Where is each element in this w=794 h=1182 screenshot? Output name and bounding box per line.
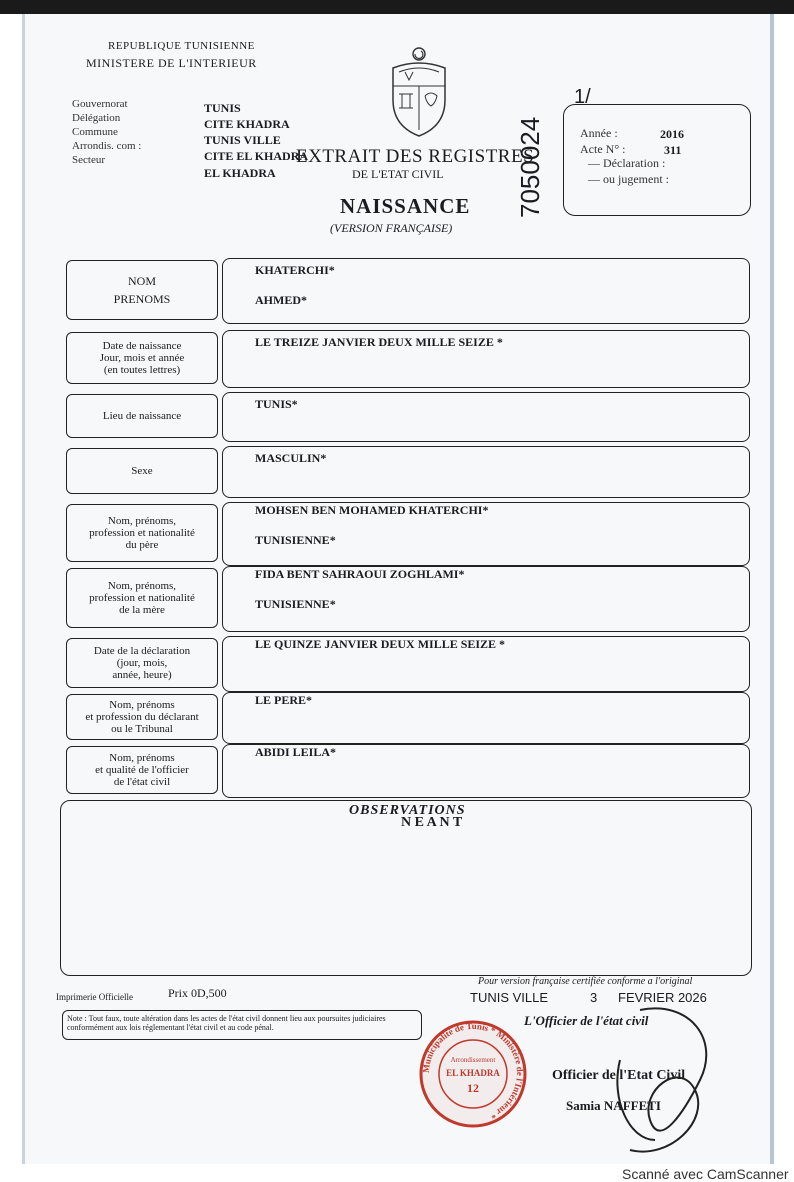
field-value-box xyxy=(222,392,750,442)
issue-day: 3 xyxy=(590,990,598,1005)
field-value: TUNISIENNE* xyxy=(255,597,336,611)
field-value-box xyxy=(222,566,750,632)
location-label-arrondissement: Arrondis. com : xyxy=(72,140,142,152)
issue-month-year: FEVRIER 2026 xyxy=(618,990,707,1005)
field-label-line: ou le Tribunal xyxy=(111,723,173,735)
field-label-line: Nom, prénoms xyxy=(109,699,175,711)
field-label-line: de la mère xyxy=(119,604,165,616)
stamp-inner-line3: 12 xyxy=(467,1081,479,1095)
field-label-line: profession et nationalité xyxy=(89,592,195,604)
document-title: EXTRAIT DES REGISTRES xyxy=(296,146,535,167)
document-subtitle: DE L'ETAT CIVIL xyxy=(352,167,444,181)
certification-text: Pour version française certifiée conforme a l'original xyxy=(478,976,693,987)
annee-value: 2016 xyxy=(660,127,684,141)
field-value-box xyxy=(222,446,750,498)
legal-note-text: Tout faux, toute altération dans les actes de l'état civil donnent lieu aux poursuites judiciaires conformément aux lois réglementant l'état civil et au code pénal. xyxy=(67,1014,386,1032)
tunisia-coat-of-arms-emblem xyxy=(385,46,453,138)
field-label-cell xyxy=(66,332,218,384)
field-label-cell xyxy=(66,638,218,688)
location-value-secteur: EL KHADRA xyxy=(204,166,276,180)
document-type: NAISSANCE xyxy=(340,194,471,218)
stamp-inner-line1: Arrondissement xyxy=(450,1056,496,1064)
field-label-line: Nom, prénoms, xyxy=(107,515,177,527)
field-value: MOHSEN BEN MOHAMED KHATERCHI* xyxy=(255,503,489,517)
scan-top-edge xyxy=(0,0,794,14)
jugement-label: — ou jugement : xyxy=(588,172,669,186)
field-label-line: NOM xyxy=(127,274,156,288)
serial-number: 7050024 xyxy=(515,116,545,218)
field-label-line: et qualité de l'officier xyxy=(95,764,189,776)
stamp-inner-line2: EL KHADRA xyxy=(446,1068,500,1078)
acte-box xyxy=(563,104,751,216)
acte-mark: 1/ xyxy=(574,86,591,108)
field-label-line: profession et nationalité xyxy=(89,527,195,539)
field-value-box xyxy=(222,744,750,798)
field-label-cell xyxy=(66,568,218,628)
field-value: AHMED* xyxy=(255,293,307,307)
officier-role: Officier de l'Etat Civil xyxy=(552,1068,686,1083)
location-label-delegation: Délégation xyxy=(72,112,121,124)
location-label-gouvernorat: Gouvernorat xyxy=(72,98,128,110)
field-value-box xyxy=(222,636,750,692)
field-label-line: Date de naissance xyxy=(102,340,182,352)
location-label-secteur: Secteur xyxy=(72,154,105,166)
observations-label: OBSERVATIONS xyxy=(349,803,466,818)
field-value: MASCULIN* xyxy=(255,451,327,465)
location-value-arrondissement: CITE EL KHADRA xyxy=(204,149,309,163)
field-label-cell xyxy=(66,448,218,494)
handwritten-signature xyxy=(600,1000,730,1160)
field-label-line: de l'état civil xyxy=(113,776,171,788)
acte-number-label: Acte N° : xyxy=(580,142,626,156)
location-value-commune: TUNIS VILLE xyxy=(204,133,281,147)
field-label-line: (jour, mois, xyxy=(116,657,168,669)
field-label-line: Nom, prénoms, xyxy=(107,580,177,592)
field-label-line: Nom, prénoms xyxy=(109,752,175,764)
declaration-label: — Déclaration : xyxy=(588,156,666,170)
field-label-line: année, heure) xyxy=(112,669,172,681)
legal-note xyxy=(62,1010,422,1040)
field-value: TUNIS* xyxy=(255,397,298,411)
officier-name: Samia NAFFETI xyxy=(566,1098,661,1113)
field-value: ABIDI LEILA* xyxy=(255,745,337,759)
stamp-outer-text: Municipalité de Tunis * Ministère de l'Intérieur * xyxy=(420,1020,526,1121)
annee-label: Année : xyxy=(580,126,618,140)
field-label-line: Jour, mois et année xyxy=(99,352,185,364)
location-value-delegation: CITE KHADRA xyxy=(204,117,290,131)
location-label-commune: Commune xyxy=(72,126,118,138)
field-value: LE PERE* xyxy=(255,693,313,707)
municipal-stamp xyxy=(418,1018,528,1130)
field-label-line: du père xyxy=(125,539,159,551)
field-value-box xyxy=(222,258,750,324)
issue-place: TUNIS VILLE xyxy=(470,990,549,1005)
field-label-cell xyxy=(66,394,218,438)
field-value-box xyxy=(222,330,750,388)
field-value-box xyxy=(222,502,750,566)
field-label-cell xyxy=(66,746,218,794)
field-label-cell xyxy=(66,260,218,320)
field-label-line: (en toutes lettres) xyxy=(103,364,181,376)
imprimerie-label: Imprimerie Officielle xyxy=(56,992,134,1002)
price-label: Prix 0D,500 xyxy=(168,986,227,1000)
legal-note-label: Note : xyxy=(67,1014,87,1023)
location-value-gouvernorat: TUNIS xyxy=(204,101,241,115)
observations-value: N E A N T xyxy=(401,815,463,830)
field-label-line: Date de la déclaration xyxy=(93,645,191,657)
country-name: REPUBLIQUE TUNISIENNE xyxy=(108,40,255,52)
field-label-line: Sexe xyxy=(131,465,153,477)
observations-box xyxy=(60,800,752,976)
field-label-cell xyxy=(66,694,218,740)
acte-number-value: 311 xyxy=(664,143,682,157)
field-label-cell xyxy=(66,504,218,562)
field-value: TUNISIENNE* xyxy=(255,533,336,547)
field-value: LE TREIZE JANVIER DEUX MILLE SEIZE * xyxy=(255,335,503,349)
field-label-line: PRENOMS xyxy=(113,292,171,306)
field-label-line: et profession du déclarant xyxy=(85,711,199,723)
field-value: FIDA BENT SAHRAOUI ZOGHLAMI* xyxy=(255,567,465,581)
officier-title: L'Officier de l'état civil xyxy=(524,1013,649,1028)
field-value: LE QUINZE JANVIER DEUX MILLE SEIZE * xyxy=(255,637,506,651)
document-version: (VERSION FRANÇAISE) xyxy=(330,221,453,235)
field-value: KHATERCHI* xyxy=(255,263,335,277)
scanner-watermark: Scanné avec CamScanner xyxy=(622,1166,789,1182)
field-value-box xyxy=(222,692,750,744)
ministry-name: MINISTERE DE L'INTERIEUR xyxy=(86,56,257,70)
field-label-line: Lieu de naissance xyxy=(102,410,182,422)
